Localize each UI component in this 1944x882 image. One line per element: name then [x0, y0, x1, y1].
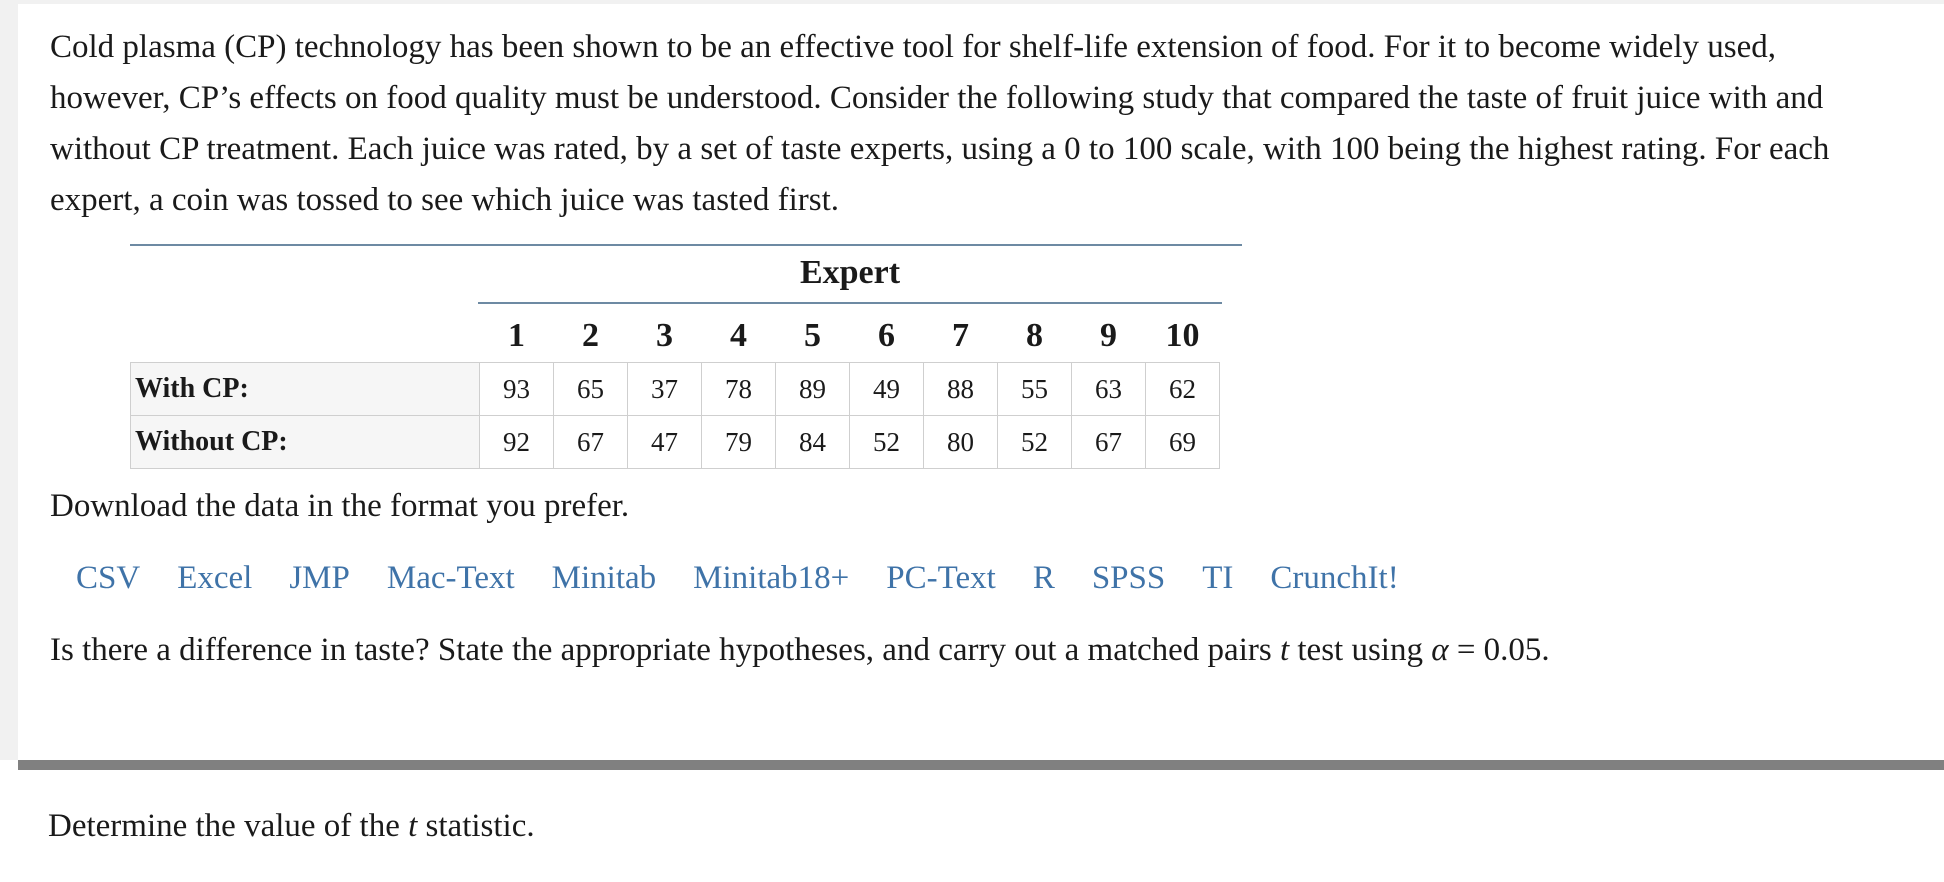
blank-header-cell — [131, 310, 480, 363]
table-cell: 67 — [554, 416, 628, 469]
column-header: 10 — [1165, 317, 1200, 354]
download-link-spss[interactable]: SPSS — [1091, 560, 1166, 596]
download-link-mac-text[interactable]: Mac-Text — [386, 560, 515, 596]
t-symbol: t — [408, 808, 418, 844]
table-cell: 55 — [998, 363, 1072, 416]
question-text — [50, 628, 1550, 672]
alpha-value: = 0.05. — [1448, 632, 1550, 668]
section-divider — [18, 760, 1944, 770]
alpha-symbol: α — [1431, 632, 1449, 668]
table-cell: 89 — [776, 363, 850, 416]
table-cell: 84 — [776, 416, 850, 469]
download-link-jmp[interactable]: JMP — [289, 560, 350, 596]
table-cell: 79 — [702, 416, 776, 469]
question-text-part: test using — [1289, 632, 1432, 668]
column-header: 2 — [582, 317, 599, 354]
column-header-row — [131, 310, 1220, 363]
download-instructions: Download the data in the format you prefer. — [50, 488, 630, 524]
sub-question-text-part: Determine the value of the — [48, 808, 409, 844]
table-cell: 78 — [702, 363, 776, 416]
column-header: 1 — [508, 317, 525, 354]
table-cell: 49 — [850, 363, 924, 416]
download-link-minitab18[interactable]: Minitab18+ — [693, 560, 850, 596]
download-link-ti[interactable]: TI — [1202, 560, 1234, 596]
table-cell: 93 — [480, 363, 554, 416]
table-cell: 37 — [628, 363, 702, 416]
row-label: Without CP: — [131, 416, 480, 469]
sub-question-text-part: statistic. — [417, 808, 535, 844]
column-header: 4 — [730, 317, 747, 354]
table-cell: 80 — [924, 416, 998, 469]
left-gutter — [0, 0, 18, 760]
table-cell: 52 — [850, 416, 924, 469]
table-cell: 67 — [1072, 416, 1146, 469]
table-cell: 47 — [628, 416, 702, 469]
download-link-excel[interactable]: Excel — [177, 560, 253, 596]
column-header: 8 — [1026, 317, 1043, 354]
expert-group-header: Expert — [799, 254, 901, 291]
download-link-crunchit[interactable]: CrunchIt! — [1270, 560, 1399, 596]
column-header: 3 — [656, 317, 673, 354]
download-link-r[interactable]: R — [1032, 560, 1055, 596]
intro-paragraph: Cold plasma (CP) technology has been shown to be an effective tool for shelf-life extension of food. For it to become widely used, however, CP’s effects on food quality must be understood. Consider the following study that compared the taste of fruit juice with and without CP treatment. Each juice was rated, by a set of taste experts, using a 0 to 100 scale, with 100 being the highest rating. For each expert, a coin was tossed to see which juice was tasted first. — [50, 29, 1830, 218]
download-link-pc-text[interactable]: PC-Text — [886, 560, 996, 596]
table-cell: 62 — [1146, 363, 1220, 416]
question-text-part: Is there a difference in taste? State the appropriate hypotheses, and carry out a matched pairs — [50, 632, 1280, 668]
row-label: With CP: — [131, 363, 480, 416]
download-links — [76, 556, 1436, 600]
table-top-rule — [130, 244, 1242, 246]
expert-header-rule — [478, 302, 1222, 304]
column-header: 9 — [1100, 317, 1117, 354]
column-header: 7 — [952, 317, 969, 354]
table-cell: 69 — [1146, 416, 1220, 469]
table-cell: 88 — [924, 363, 998, 416]
table-cell: 63 — [1072, 363, 1146, 416]
table-cell: 92 — [480, 416, 554, 469]
table-cell: 65 — [554, 363, 628, 416]
t-symbol: t — [1279, 632, 1290, 668]
sub-question-text — [48, 804, 535, 848]
data-table — [130, 310, 1220, 469]
table-row-with-cp — [131, 363, 1220, 416]
table-row-without-cp — [131, 416, 1220, 469]
download-link-minitab[interactable]: Minitab — [551, 560, 657, 596]
column-header: 5 — [804, 317, 821, 354]
column-header: 6 — [878, 317, 895, 354]
table-cell: 52 — [998, 416, 1072, 469]
download-link-csv[interactable]: CSV — [76, 560, 141, 596]
